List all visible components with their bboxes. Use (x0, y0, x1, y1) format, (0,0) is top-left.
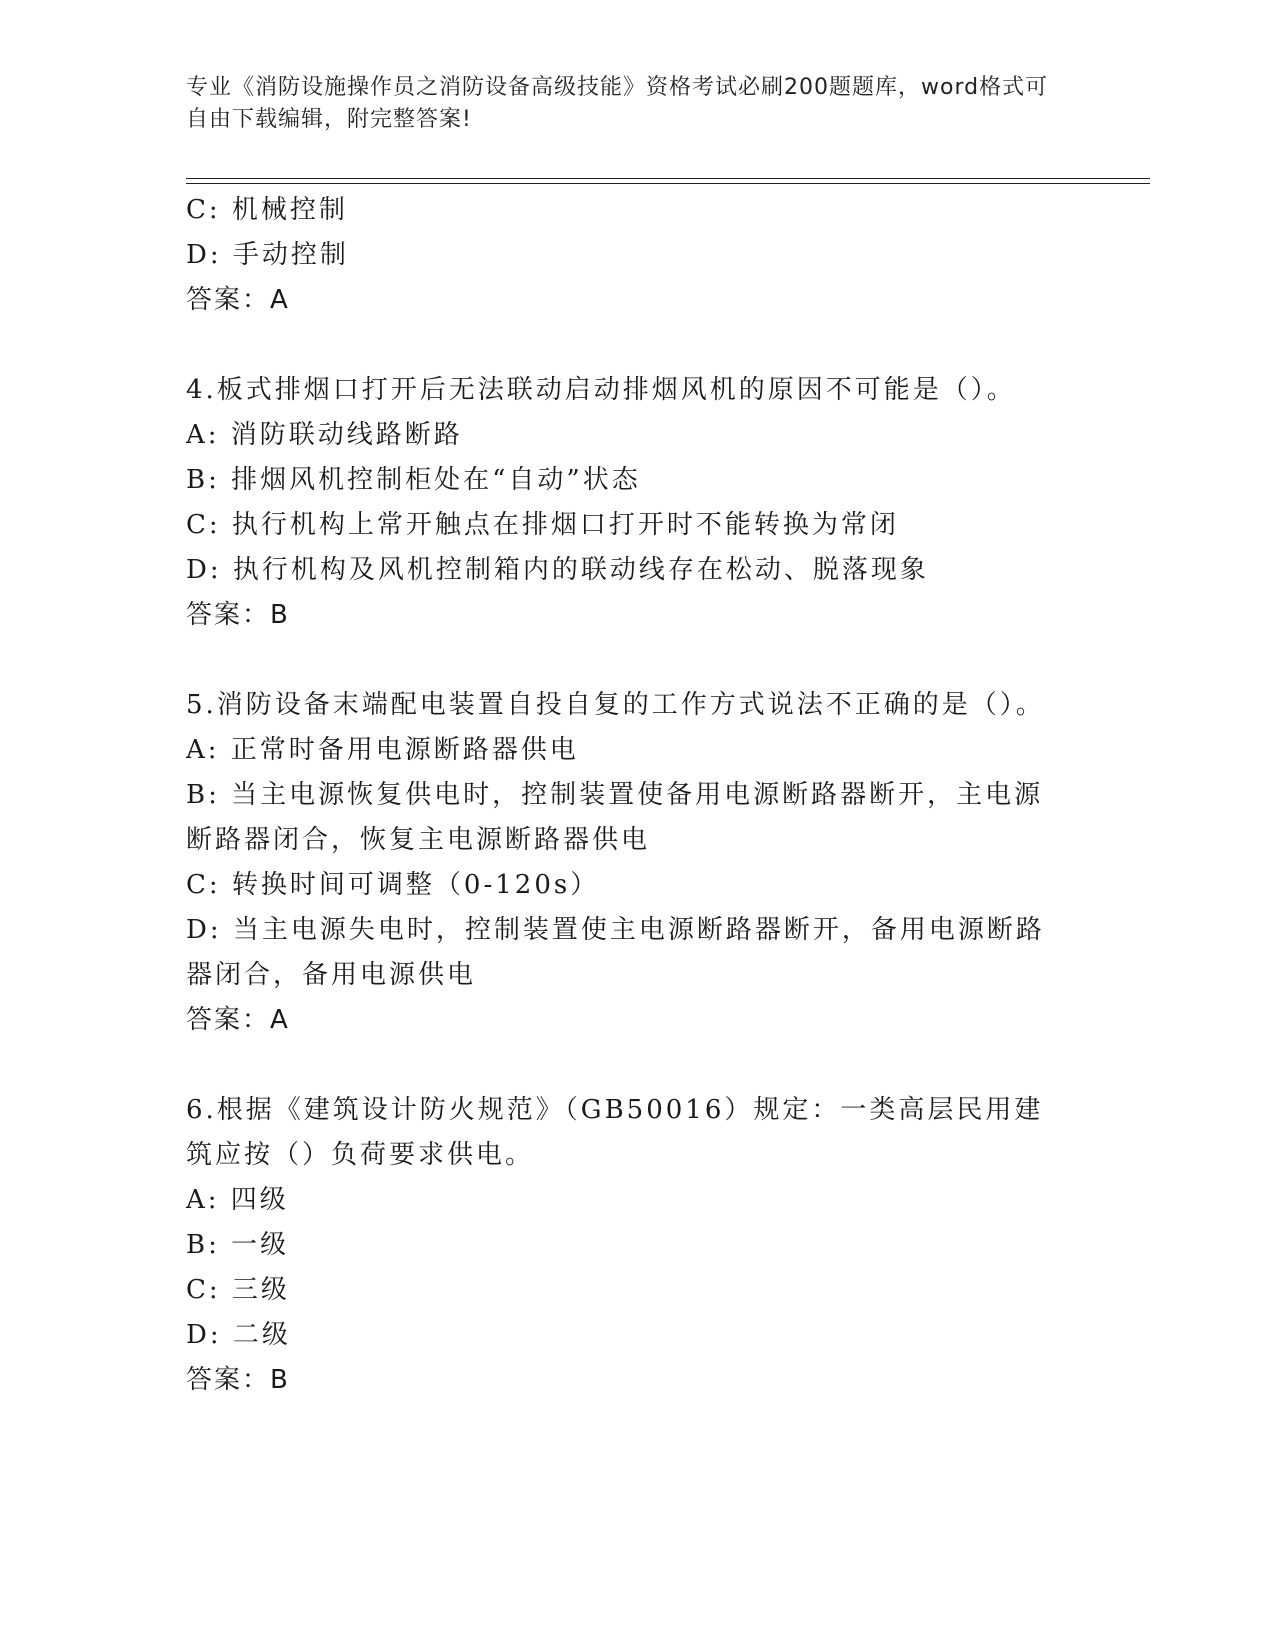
option-c: C: 三级 (186, 1275, 290, 1305)
question-block-6 (186, 1088, 1086, 1403)
spacer (186, 638, 1086, 683)
header-rule-bottom (186, 183, 1150, 184)
answer-line: 答案：B (186, 1365, 290, 1395)
option-b: B: 当主电源恢复供电时，控制装置使备用电源断路器断开，主电源断路器闭合，恢复主电源断路器供电 (186, 780, 1044, 855)
option-a: A: 消防联动线路断路 (186, 420, 463, 450)
question-block-4 (186, 368, 1086, 638)
header-rule-top (186, 178, 1150, 179)
question-text: 5.消防设备末端配电装置自投自复的工作方式说法不正确的是（）。 (186, 690, 1045, 720)
option-b: B: 一级 (186, 1230, 290, 1260)
page-header: 专业《消防设施操作员之消防设备高级技能》资格考试必刷200题题库，word格式可自由下载编辑，附完整答案! (186, 75, 1049, 132)
answer-line: 答案：A (186, 285, 290, 315)
option-a: A: 四级 (186, 1185, 289, 1215)
option-d: D: 二级 (186, 1320, 291, 1350)
spacer (186, 323, 1086, 368)
question-list (186, 188, 1086, 1403)
answer-line: 答案：A (186, 1005, 290, 1035)
option-d: D: 手动控制 (186, 240, 349, 270)
option-b: B: 排烟风机控制柜处在“自动”状态 (186, 465, 641, 495)
option-c: C: 机械控制 (186, 195, 348, 225)
option-c: C: 执行机构上常开触点在排烟口打开时不能转换为常闭 (186, 510, 899, 540)
question-block-5 (186, 683, 1086, 1043)
option-c: C: 转换时间可调整（0-120s） (186, 870, 600, 900)
question-text: 4.板式排烟口打开后无法联动启动排烟风机的原因不可能是（）。 (186, 375, 1016, 405)
answer-line: 答案：B (186, 600, 290, 630)
option-d: D: 当主电源失电时，控制装置使主电源断路器断开，备用电源断路器闭合，备用电源供电 (186, 915, 1045, 990)
question-text: 6.根据《建筑设计防火规范》（GB50016）规定：一类高层民用建筑应按（）负荷要求供电。 (186, 1095, 1044, 1170)
option-a: A: 正常时备用电源断路器供电 (186, 735, 579, 765)
question-block-3 (186, 188, 1086, 323)
spacer (186, 1043, 1086, 1088)
option-d: D: 执行机构及风机控制箱内的联动线存在松动、脱落现象 (186, 555, 929, 585)
